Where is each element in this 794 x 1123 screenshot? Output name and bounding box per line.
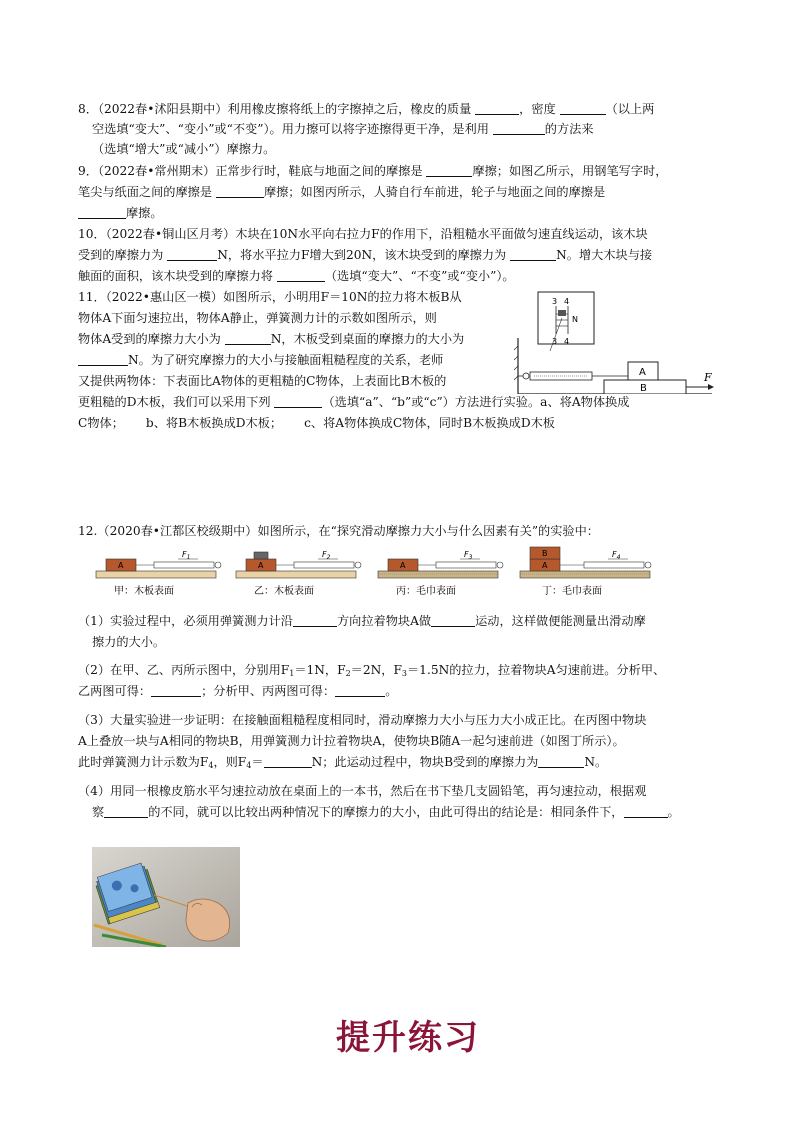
q12-text: N；此运动过程中，物块B受到的摩擦力为 [311, 755, 539, 769]
q12-fig-yi-block: A [258, 561, 264, 570]
q10-line-1 [78, 226, 648, 242]
q11-block-a-label: A [639, 367, 646, 378]
q12-part-3-line-2 [78, 733, 625, 749]
q12-text: （2）在甲、乙、丙所示图中，分别用F [78, 663, 290, 677]
q12-fig-yi-weight [254, 552, 268, 559]
q10-blank-friction-1[interactable] [167, 248, 217, 261]
q12-text: （3）大量实验进一步证明：在接触面粗糙程度相同时，滑动摩擦力大小与压力大小成正比。在丙图中物块 [78, 713, 647, 727]
q10-line-2 [78, 247, 652, 263]
q9-text: 9．（2022春•常州期末）正常步行时，鞋底与地面之间的摩擦是 [78, 164, 427, 178]
q12-blank-final[interactable] [624, 805, 668, 818]
q12-fig-bing-force: $F_3$ [464, 550, 473, 561]
q11-line-6 [78, 394, 629, 410]
q11-option-c: c、将A物体换成C物体，同时B木板换成D木板 [304, 416, 555, 430]
q12-fig-bing-block: A [400, 561, 406, 570]
q12-figures-row [94, 545, 660, 603]
q11-text: 物体A受到的摩擦力大小为 [78, 332, 225, 346]
q12-fig-ding-block-b-label: B [542, 549, 548, 558]
q12-sub: 1 [289, 669, 295, 678]
q9-blank-pen[interactable] [216, 185, 264, 198]
q12-fig-jia [96, 550, 221, 597]
q12-sub: 3 [401, 669, 407, 678]
q12-fig-bing [378, 550, 503, 597]
q8-line-1 [78, 101, 654, 117]
q12-fig-jia-caption: 甲：木板表面 [114, 586, 174, 597]
q12-blank-direction[interactable] [293, 614, 337, 627]
q11-line-3 [78, 331, 464, 347]
q12-part-4-line-2 [92, 804, 680, 820]
q12-fig-yi [236, 550, 361, 597]
q12-part-4-line-1 [78, 783, 646, 799]
q12-fig-jia-force: $F_1$ [182, 550, 191, 561]
q11-line-7 [78, 415, 555, 431]
q12-text: N。 [584, 755, 608, 769]
q12-part-2-line-1 [78, 662, 665, 682]
q11-apparatus-figure [512, 290, 720, 394]
q11-text: N。为了研究摩擦力的大小与接触面粗糙程度的关系，老师 [128, 353, 444, 367]
q12-fig-yi-caption: 乙：木板表面 [254, 586, 314, 597]
q10-blank-change[interactable] [277, 269, 325, 282]
q8-line-3 [92, 141, 275, 157]
q12-blank-observe[interactable] [104, 805, 148, 818]
q9-line-2 [78, 184, 605, 200]
q12-blank-motion[interactable] [431, 614, 475, 627]
q11-scale-bottom-3: 3 [552, 337, 558, 346]
q11-scale-top-4: 4 [564, 297, 570, 306]
q11-text: 物体A下面匀速拉出，物体A静止，弹簧测力计的示数如图所示，则 [78, 311, 437, 325]
q11-scale-bottom-4: 4 [564, 337, 570, 346]
q11-option-b: b、将B木板换成D木板； [145, 416, 283, 430]
q12-text: 。 [385, 684, 398, 698]
q12-fig-ding-block: A [542, 561, 548, 570]
q12-text: ＝1N，F [294, 663, 346, 677]
q11-text: 11．（2022•惠山区一模）如图所示，小明用F＝10N的拉力将木板B从 [78, 290, 462, 304]
q12-blank-conclusion-1[interactable] [151, 684, 201, 697]
q12-part-1-line-1 [78, 613, 646, 629]
q12-fig-yi-force: $F_2$ [322, 550, 331, 561]
section-title: 提升练习 [336, 1018, 480, 1058]
q12-text: 运动，这样做便能测量出滑动摩 [475, 614, 646, 628]
q11-blank-method[interactable] [274, 395, 322, 408]
q12-text: ＝ [251, 755, 264, 769]
q12-text: 方向拉着物块A做 [336, 614, 432, 628]
q9-text: 摩擦；如图丙所示，人骑自行车前进，轮子与地面之间的摩擦是 [263, 185, 606, 199]
q11-text: 又提供两物体：下表面比A物体的更粗糙的C物体，上表面比B木板的 [78, 374, 447, 388]
q12-fig-ding-caption: 丁：毛巾表面 [542, 586, 602, 597]
q11-line-1 [78, 289, 462, 305]
q8-text: 空选填“变大”、“变小”或“不变”）。用力擦可以将字迹擦得更干净，是利用 [92, 122, 493, 136]
q12-book-pencil-photo [92, 847, 240, 947]
q9-blank-walk[interactable] [426, 164, 472, 177]
q8-text: 的方法来 [544, 122, 594, 136]
q10-text: N。增大木块与接 [556, 248, 653, 262]
q12-text: 乙两图可得： [78, 684, 152, 698]
q12-head [78, 523, 599, 539]
q12-blank-f4[interactable] [264, 755, 312, 768]
q12-blank-friction-b[interactable] [538, 755, 584, 768]
q9-line-1 [78, 163, 667, 179]
q10-text: （选填“变大”、“不变”或“变小”）。 [324, 269, 515, 283]
q12-text: ＝1.5N的拉力，拉着物块A匀速前进。分析甲、 [407, 663, 666, 677]
q12-text: 的不同，就可以比较出两种情况下的摩擦力的大小，由此可得出的结论是：相同条件下， [148, 805, 624, 819]
q12-text: （1）实验过程中，必须用弹簧测力计沿 [78, 614, 293, 628]
q12-text: 此时弹簧测力计示数为F [78, 755, 209, 769]
q12-text: 擦力的大小。 [92, 635, 166, 649]
q11-text: N，木板受到桌面的摩擦力的大小为 [270, 332, 465, 346]
q12-fig-ding-force: $F_4$ [612, 550, 621, 561]
q12-blank-conclusion-2[interactable] [335, 684, 385, 697]
q12-sub: 4 [246, 761, 252, 770]
q10-text: 10．（2022春•铜山区月考）木块在10N水平向右拉力F的作用下，沿粗糙水平面做匀速直线运动，该木块 [78, 227, 648, 241]
q12-sub: 2 [345, 669, 351, 678]
q11-force-label: F [704, 371, 712, 384]
q11-text: 更粗糙的D木板，我们可以采用下列 [78, 395, 275, 409]
q8-text: ，密度 [519, 102, 560, 116]
q10-line-3 [78, 268, 515, 284]
q9-text: 摩擦；如图乙所示，用钢笔写字时， [472, 164, 668, 178]
q11-scale-unit: N [572, 315, 578, 324]
q12-fig-bing-caption: 丙：毛巾表面 [396, 586, 456, 597]
q12-part-3-line-1 [78, 712, 646, 728]
q9-line-3 [78, 205, 163, 221]
q8-blank-method[interactable] [493, 122, 545, 135]
q8-text: 8．（2022春•沭阳县期中）利用橡皮擦将纸上的字擦掉之后，橡皮的质量 [78, 102, 476, 116]
q12-part-3-line-3 [78, 754, 607, 774]
q12-fig-ding [520, 547, 651, 597]
q8-blank-density[interactable] [560, 102, 606, 115]
q11-text: （选填“a”、“b”或“c”）方法进行实验。a、将A物体换成 [322, 395, 630, 409]
q12-text: A上叠放一块与A相同的物块B，用弹簧测力计拉着物块A，使物块B随A一起匀速前进（如图丁所示）。 [78, 734, 625, 748]
q11-scale-top-3: 3 [552, 297, 558, 306]
q10-text: N，将水平拉力F增大到20N，该木块受到的摩擦力为 [217, 248, 511, 262]
q10-text: 触面的面积，该木块受到的摩擦力将 [78, 269, 277, 283]
q11-line-4 [78, 352, 443, 368]
q10-text: 受到的摩擦力为 [78, 248, 168, 262]
q12-text: 。 [667, 805, 680, 819]
q8-text: （以上两 [605, 102, 655, 116]
q11-blank-friction-a[interactable] [225, 332, 271, 345]
q12-part-1-line-2 [92, 634, 165, 650]
q9-blank-wheel[interactable] [78, 206, 126, 219]
q9-text: 笔尖与纸面之间的摩擦是 [78, 185, 216, 199]
q12-text: ，则F [213, 755, 247, 769]
q12-part-2-line-2 [78, 683, 397, 699]
q12-text: 12.（2020春•江都区校级期中）如图所示，在“探究滑动摩擦力大小与什么因素有关”的实验中： [78, 524, 599, 538]
q12-text: ；分析甲、丙两图可得： [201, 684, 336, 698]
q8-text: （选填“增大”或“减小”）摩擦力。 [92, 142, 276, 156]
q12-text: 察 [92, 805, 105, 819]
q11-line-2 [78, 310, 437, 326]
q8-blank-mass[interactable] [475, 102, 519, 115]
q10-blank-friction-2[interactable] [510, 248, 556, 261]
q8-line-2 [92, 121, 594, 137]
q12-sub: 4 [208, 761, 214, 770]
q12-text: ＝2N，F [350, 663, 402, 677]
q9-text: 摩擦。 [126, 206, 163, 220]
q11-blank-friction-board[interactable] [78, 353, 128, 366]
q11-option-a: C物体； [78, 416, 124, 430]
q11-board-b-label: B [640, 383, 647, 394]
q12-text: （4）用同一根橡皮筋水平匀速拉动放在桌面上的一本书，然后在书下垫几支圆铅笔，再匀速拉动，根据观 [78, 784, 647, 798]
q11-line-5 [78, 373, 446, 389]
q12-fig-jia-block: A [118, 561, 124, 570]
